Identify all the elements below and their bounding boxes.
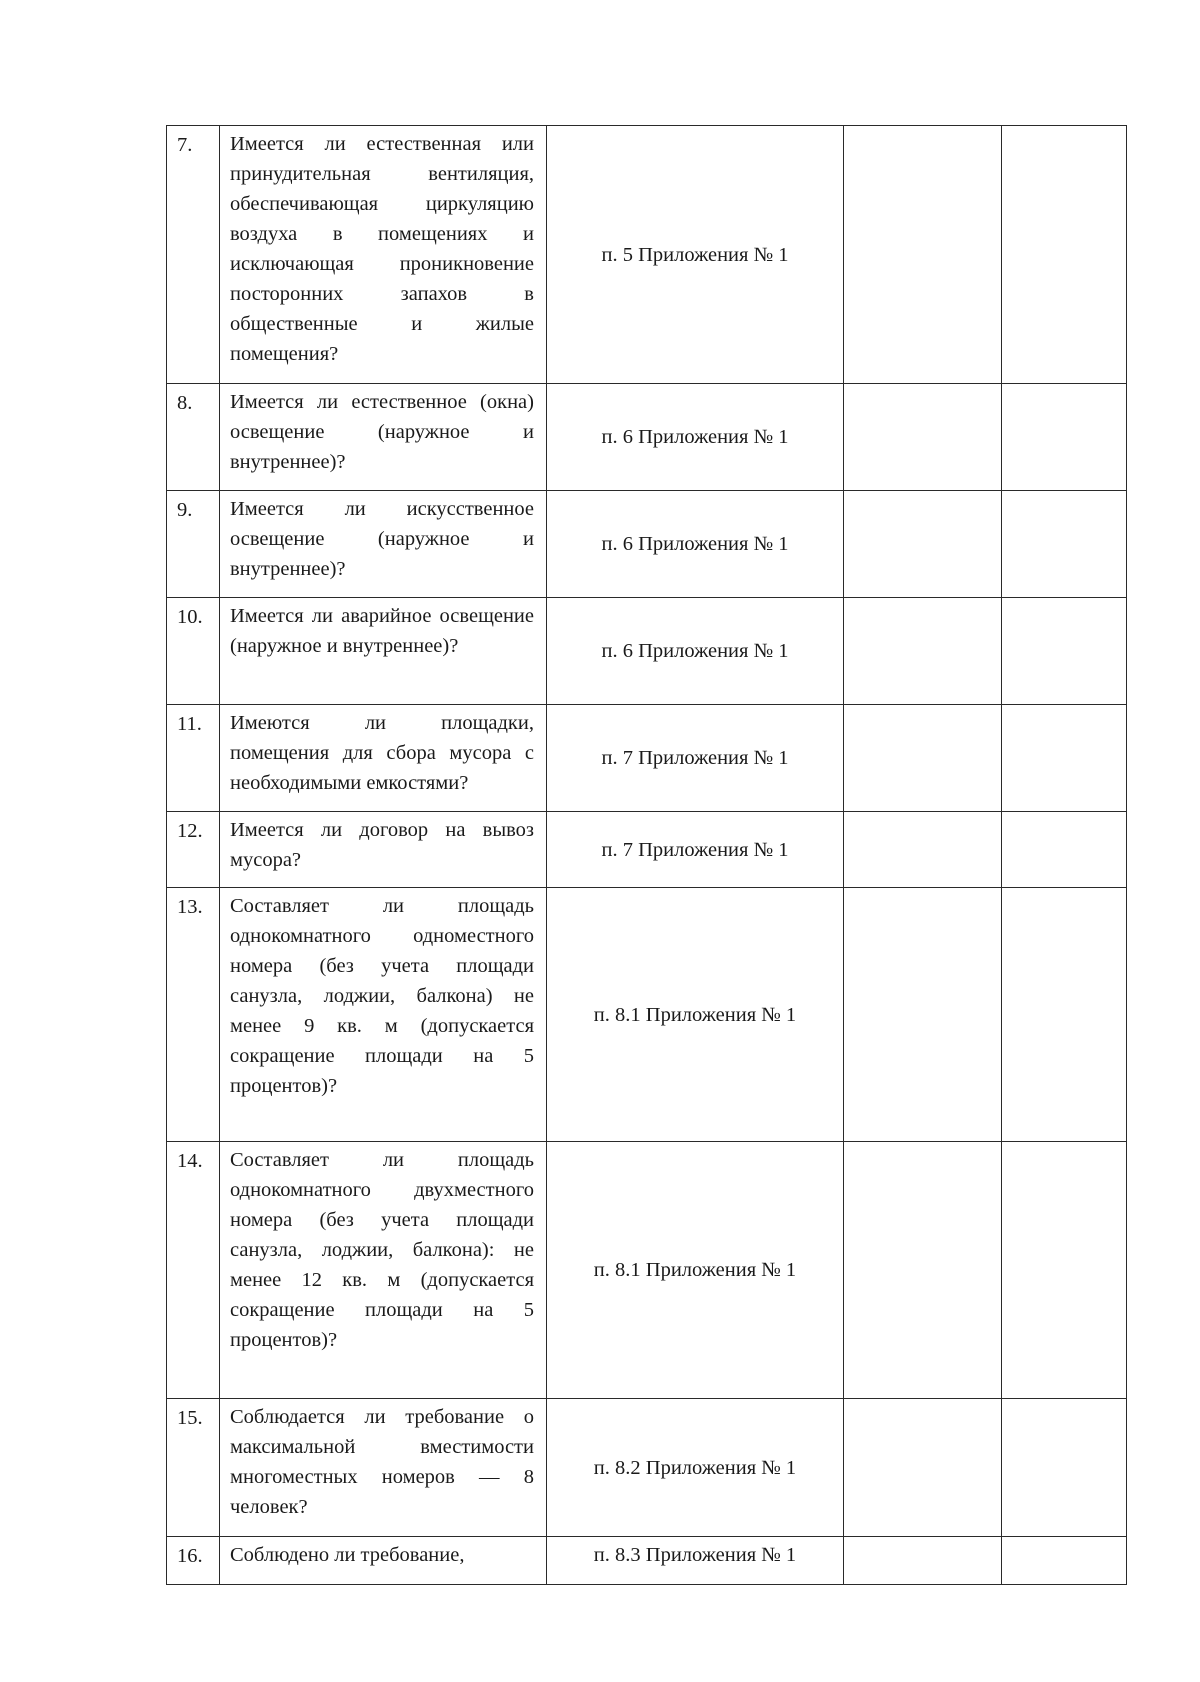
row-number: 15. <box>167 1399 220 1537</box>
table-row <box>167 1142 1127 1399</box>
question-text: Соблюдается ли требование о максимальной вместимости многоместных номеров — 8 человек? <box>220 1399 547 1537</box>
table-row <box>167 1537 1127 1585</box>
note-cell <box>1002 598 1127 705</box>
row-number: 10. <box>167 598 220 705</box>
row-number: 7. <box>167 126 220 384</box>
answer-cell <box>844 705 1002 812</box>
table-row <box>167 705 1127 812</box>
note-cell <box>1002 126 1127 384</box>
row-number: 8. <box>167 384 220 491</box>
answer-cell <box>844 598 1002 705</box>
question-text: Составляет ли площадь однокомнатного двухместного номера (без учета площади санузла, лоджии, балкона): не менее 12 кв. м (допускается сокращение площади на 5 процентов)? <box>220 1142 547 1399</box>
row-number: 13. <box>167 888 220 1142</box>
reference-text: п. 6 Приложения № 1 <box>547 598 844 705</box>
answer-cell <box>844 126 1002 384</box>
reference-text: п. 7 Приложения № 1 <box>547 812 844 888</box>
reference-text: п. 8.2 Приложения № 1 <box>547 1399 844 1537</box>
checklist-table <box>166 125 1127 1585</box>
row-number: 11. <box>167 705 220 812</box>
answer-cell <box>844 491 1002 598</box>
row-number: 16. <box>167 1537 220 1585</box>
question-text: Имеется ли естественное (окна) освещение (наружное и внутреннее)? <box>220 384 547 491</box>
reference-text: п. 8.1 Приложения № 1 <box>547 888 844 1142</box>
reference-text: п. 7 Приложения № 1 <box>547 705 844 812</box>
question-text: Составляет ли площадь однокомнатного одноместного номера (без учета площади санузла, лоджии, балкона) не менее 9 кв. м (допускается сокращение площади на 5 процентов)? <box>220 888 547 1142</box>
row-number: 14. <box>167 1142 220 1399</box>
question-text: Имеется ли искусственное освещение (наружное и внутреннее)? <box>220 491 547 598</box>
answer-cell <box>844 1537 1002 1585</box>
question-text: Имеется ли аварийное освещение (наружное и внутреннее)? <box>220 598 547 705</box>
table-row <box>167 384 1127 491</box>
question-text: Имеется ли естественная или принудительная вентиляция, обеспечивающая циркуляцию воздуха в помещениях и исключающая проникновение посторонних запахов в общественные и жилые помещения? <box>220 126 547 384</box>
note-cell <box>1002 705 1127 812</box>
note-cell <box>1002 1399 1127 1537</box>
note-cell <box>1002 888 1127 1142</box>
row-number: 12. <box>167 812 220 888</box>
answer-cell <box>844 812 1002 888</box>
reference-text: п. 5 Приложения № 1 <box>547 126 844 384</box>
reference-text: п. 6 Приложения № 1 <box>547 491 844 598</box>
table-row <box>167 598 1127 705</box>
note-cell <box>1002 384 1127 491</box>
table-row <box>167 491 1127 598</box>
table-row <box>167 888 1127 1142</box>
answer-cell <box>844 1142 1002 1399</box>
row-number: 9. <box>167 491 220 598</box>
table-row <box>167 1399 1127 1537</box>
question-text: Имеется ли договор на вывоз мусора? <box>220 812 547 888</box>
note-cell <box>1002 1142 1127 1399</box>
table-row <box>167 812 1127 888</box>
note-cell <box>1002 491 1127 598</box>
reference-text: п. 8.3 Приложения № 1 <box>547 1537 844 1585</box>
note-cell <box>1002 812 1127 888</box>
question-text: Соблюдено ли требование, <box>220 1537 547 1585</box>
answer-cell <box>844 1399 1002 1537</box>
note-cell <box>1002 1537 1127 1585</box>
answer-cell <box>844 384 1002 491</box>
answer-cell <box>844 888 1002 1142</box>
reference-text: п. 8.1 Приложения № 1 <box>547 1142 844 1399</box>
question-text: Имеются ли площадки, помещения для сбора мусора с необходимыми емкостями? <box>220 705 547 812</box>
table-row <box>167 126 1127 384</box>
reference-text: п. 6 Приложения № 1 <box>547 384 844 491</box>
